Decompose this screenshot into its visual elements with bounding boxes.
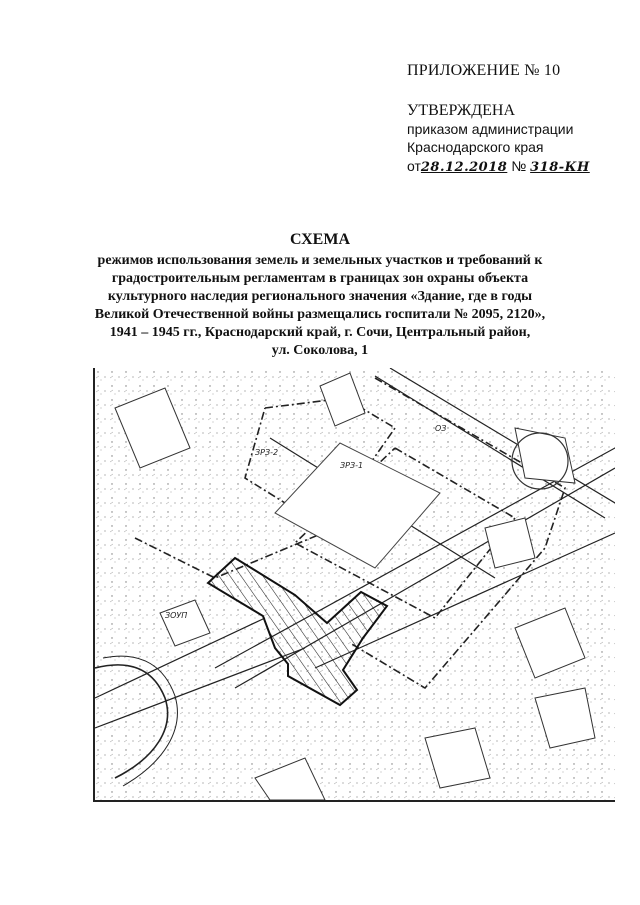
title-line: культурного наследия регионального значения «Здание, где в годы bbox=[107, 289, 533, 304]
number-prefix: № bbox=[511, 158, 527, 174]
approved-title: УТВЕРЖДЕНА bbox=[407, 102, 516, 119]
approved-by-line: приказом администрации bbox=[407, 121, 574, 137]
title-line: градостроительным регламентам в границах зон охраны объекта bbox=[111, 271, 529, 286]
document-title: СХЕМА bbox=[289, 231, 351, 248]
label-zrz2: ЗРЗ-2 bbox=[255, 448, 279, 457]
order-date: 28.12.2018 bbox=[420, 160, 508, 175]
label-zoup: ЗОУП bbox=[165, 611, 188, 620]
title-line: режимов использования земель и земельных участков и требований к bbox=[97, 253, 543, 268]
appendix-title: ПРИЛОЖЕНИЕ № 10 bbox=[407, 62, 561, 79]
title-line: 1941 – 1945 гг., Краснодарский край, г. Сочи, Центральный район, bbox=[109, 325, 531, 340]
date-prefix: от bbox=[407, 158, 421, 174]
approval-block bbox=[407, 62, 617, 178]
cadastral-map bbox=[93, 368, 615, 802]
label-oz: ОЗ bbox=[435, 424, 447, 433]
order-number: 318-КН bbox=[530, 160, 590, 175]
map-drawing bbox=[95, 368, 615, 800]
title-line: Великой Отечественной войны размещались госпитали № 2095, 2120», bbox=[94, 307, 546, 322]
order-line bbox=[407, 156, 617, 178]
label-zrz1: ЗРЗ-1 bbox=[340, 461, 364, 470]
title-line: ул. Соколова, 1 bbox=[271, 343, 369, 358]
approved-region-line: Краснодарского края bbox=[407, 139, 544, 155]
document-title-block bbox=[80, 230, 560, 360]
